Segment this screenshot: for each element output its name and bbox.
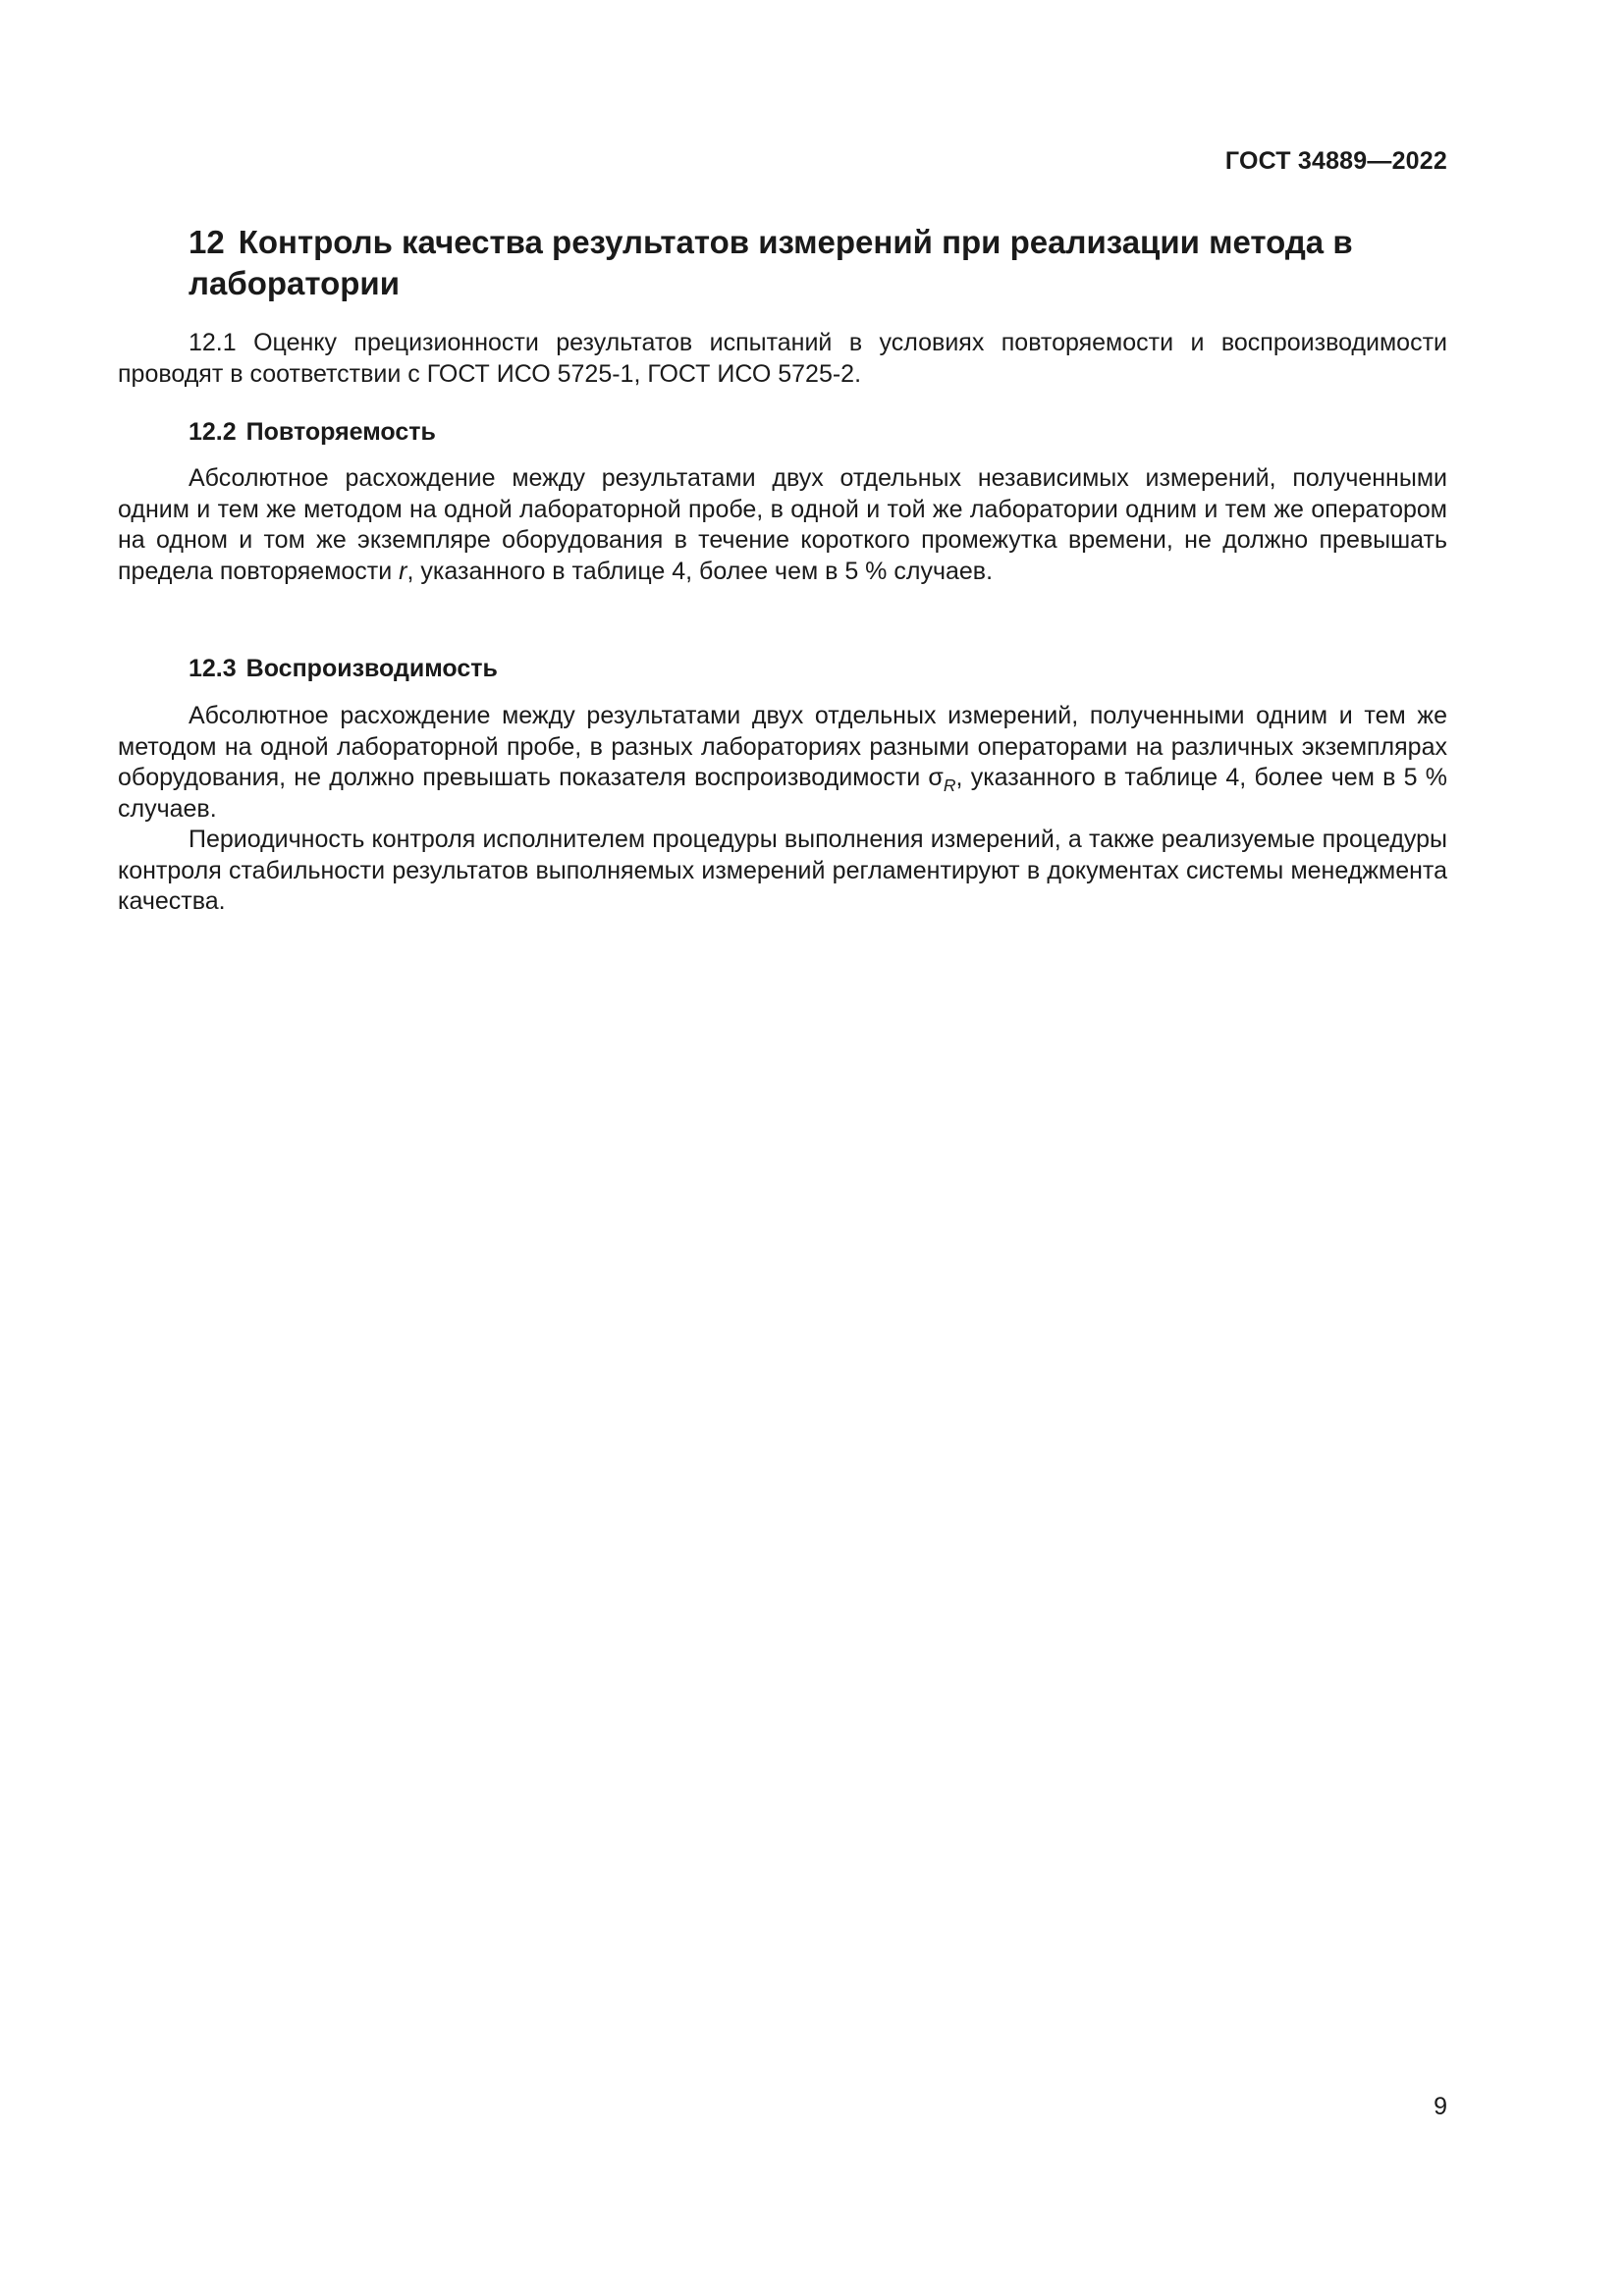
paragraph-12-3-text (118, 701, 1447, 825)
paragraph-12-2-part-2: , указанного в таблице 4, более чем в 5 % случаев. (406, 557, 994, 585)
subsection-12-2-body (118, 463, 1447, 587)
subsection-12-2-heading (118, 417, 1447, 449)
paragraph-12-1 (118, 328, 1447, 390)
paragraph-12-1-text: 12.1 Оценку прецизионности результатов испытаний в условиях повторяемости и воспроизводимости проводят в соответствии с ГОСТ ИСО 5725-1, ГОСТ ИСО 5725-2. (118, 329, 1447, 388)
subsection-12-3-heading (118, 654, 1447, 685)
subsection-12-2-number: 12.2 (189, 418, 237, 446)
subsection-12-3-body (118, 701, 1447, 918)
page-number: 9 (1434, 2093, 1447, 2120)
document-code: ГОСТ 34889—2022 (1224, 147, 1447, 175)
repeatability-symbol: r (399, 557, 407, 585)
subsection-12-3-title: Воспроизводимость (245, 655, 498, 682)
subsection-12-2-title: Повторяемость (245, 418, 436, 446)
paragraph-12-2-text (118, 463, 1447, 587)
paragraph-12-3-text-2: Периодичность контроля исполнителем процедуры выполнения измерений, а также реализуемые процедуры контроля стабильности результатов выполняемых измерений регламентируют в документах системы менеджмента качества. (118, 826, 1447, 915)
section-title-text: Контроль качества результатов измерений при реализации метода в лаборатории (189, 224, 1353, 301)
reproducibility-subscript: R (943, 775, 956, 795)
section-title (189, 222, 1406, 304)
paragraph-12-3-part-2: , указанного в таблице 4, более чем в 5 % случаев. (118, 764, 1448, 823)
subsection-12-3-number: 12.3 (189, 655, 237, 682)
section-number: 12 (189, 224, 225, 260)
paragraph-12-2-part-1: Абсолютное расхождение между результатами двух отдельных независимых измерений, полученными одним и тем же методом на одной лабораторной пробе, в одной и той же лаборатории одним и тем же оператором на одном и том же экземпляре оборудования в течение короткого промежутка времени, не должно превышать предела повторяемости (118, 464, 1447, 585)
paragraph-12-3-part-1: Абсолютное расхождение между результатами двух отдельных измерений, полученными одним и тем же методом на одной лабораторной пробе, в разных лабораториях разными операторами на различных экземплярах оборудования, не должно превышать показателя воспроизводимости σ (118, 702, 1447, 791)
